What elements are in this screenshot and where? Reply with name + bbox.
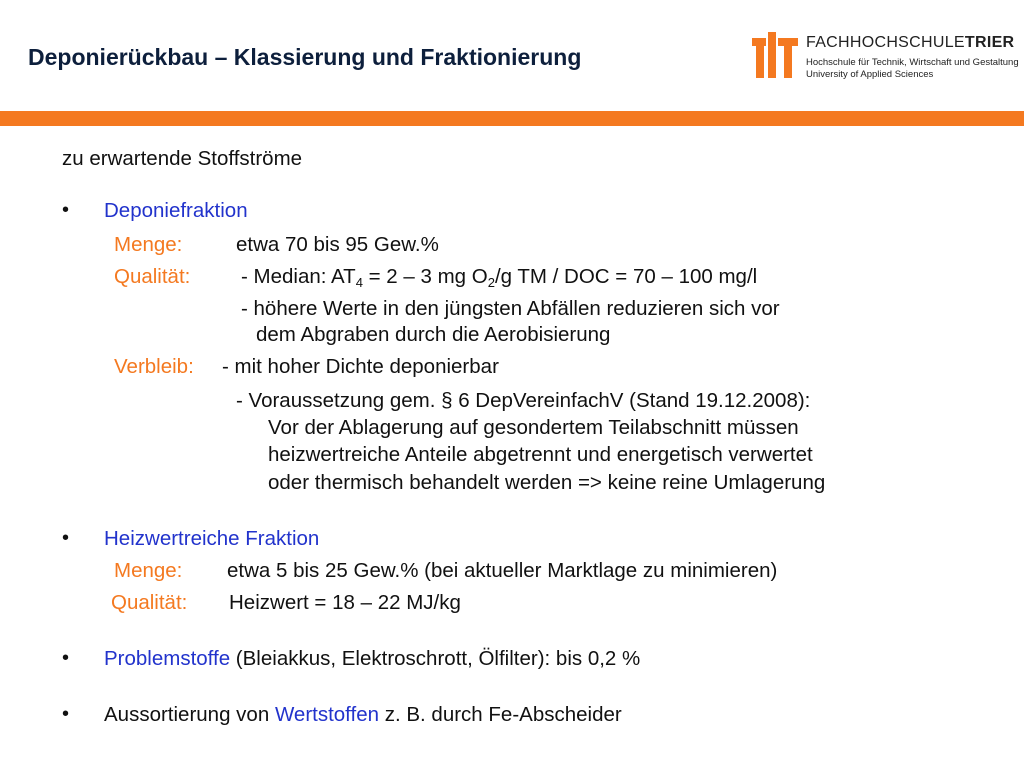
deponie-qualitaet-label: Qualität: xyxy=(114,265,191,288)
problemstoffe-line xyxy=(104,647,640,671)
wertstoffe-keyword: Wertstoffen xyxy=(274,703,380,726)
heizwert-qualitaet-value: Heizwert = 18 – 22 MJ/kg xyxy=(229,591,461,614)
fh-trier-logo-icon xyxy=(752,30,800,82)
university-logo xyxy=(752,30,1019,82)
aussortierung-post: z. B. durch Fe-Abscheider xyxy=(379,703,622,726)
aussortierung-line xyxy=(104,703,622,727)
problemstoffe-text: (Bleiakkus, Elektroschrott, Ölfilter): bis 0,2 % xyxy=(230,647,641,670)
deponie-verbleib-line4: heizwertreiche Anteile abgetrennt und energetisch verwertet xyxy=(268,443,813,466)
logo-name xyxy=(806,34,1014,52)
accent-divider-bar xyxy=(0,111,1024,126)
slide-title: Deponierückbau – Klassierung und Fraktionierung xyxy=(28,44,582,70)
bullet-icon: • xyxy=(62,703,70,725)
bullet-icon: • xyxy=(62,647,70,669)
deponie-verbleib-line5: oder thermisch behandelt werden => keine reine Umlagerung xyxy=(268,471,826,494)
heizwert-menge-value: etwa 5 bis 25 Gew.% (bei aktueller Marktlage zu minimieren) xyxy=(227,559,778,582)
q1-part-a: - Median: AT xyxy=(241,265,356,288)
deponie-menge-label: Menge: xyxy=(114,233,183,256)
q1-part-b: = 2 – 3 mg O xyxy=(362,265,488,288)
q1-sub-2: 2 xyxy=(487,275,495,290)
heizwert-menge-label: Menge: xyxy=(114,559,183,582)
problemstoffe-keyword: Problemstoffe xyxy=(104,647,231,670)
deponie-qualitaet-line3: dem Abgraben durch die Aerobisierung xyxy=(256,323,611,346)
aussortierung-pre: Aussortierung von xyxy=(104,703,275,726)
deponie-qualitaet-line1 xyxy=(241,265,757,289)
logo-name-part1: FACHHOCHSCHULE xyxy=(806,34,965,51)
q1-sub-4: 4 xyxy=(355,275,363,290)
bullet-icon: • xyxy=(62,527,70,549)
deponie-verbleib-line3: Vor der Ablagerung auf gesondertem Teilabschnitt müssen xyxy=(268,416,799,439)
logo-name-part2: TRIER xyxy=(964,34,1015,51)
deponie-menge-value: etwa 70 bis 95 Gew.% xyxy=(236,233,439,256)
bullet-icon: • xyxy=(62,199,70,221)
q1-part-c: /g TM / DOC = 70 – 100 mg/l xyxy=(494,265,758,288)
logo-subtitle-1: Hochschule für Technik, Wirtschaft und Gestaltung xyxy=(806,57,1019,68)
deponie-verbleib-line1: - mit hoher Dichte deponierbar xyxy=(222,355,499,378)
intro-text: zu erwartende Stoffströme xyxy=(62,147,303,170)
deponie-heading: Deponiefraktion xyxy=(104,199,248,222)
heizwert-qualitaet-label: Qualität: xyxy=(111,591,188,614)
heizwert-heading: Heizwertreiche Fraktion xyxy=(104,527,320,550)
logo-subtitle-2: University of Applied Sciences xyxy=(806,69,934,80)
deponie-verbleib-line2: - Voraussetzung gem. § 6 DepVereinfachV (Stand 19.12.2008): xyxy=(236,389,811,412)
deponie-verbleib-label: Verbleib: xyxy=(114,355,194,378)
deponie-qualitaet-line2: - höhere Werte in den jüngsten Abfällen reduzieren sich vor xyxy=(241,297,780,320)
